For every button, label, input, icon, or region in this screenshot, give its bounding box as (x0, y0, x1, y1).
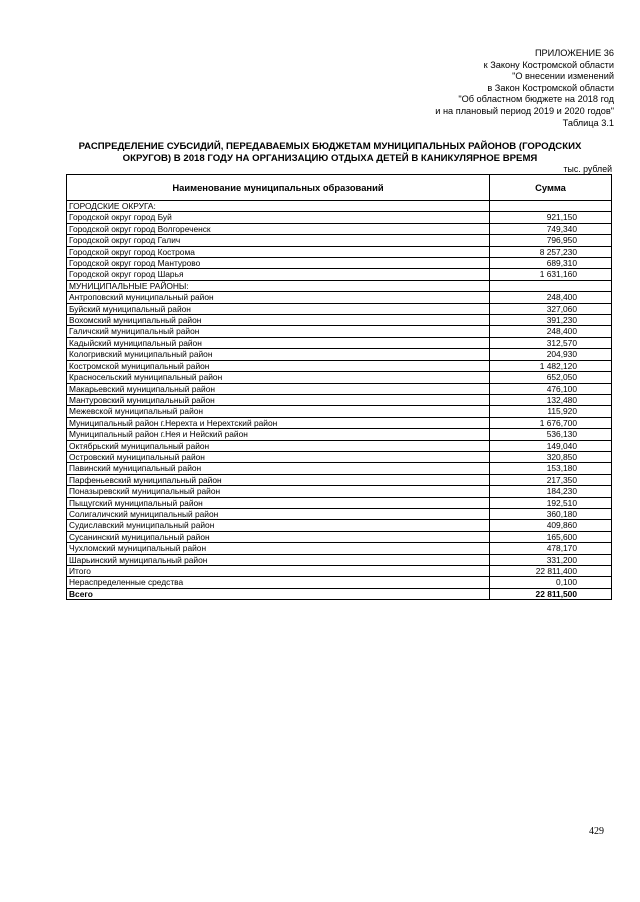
subsidy-amount: 0,100 (490, 577, 612, 588)
subsidy-amount: 22 811,400 (490, 566, 612, 577)
municipality-name: Городской округ город Кострома (67, 246, 490, 257)
subsidy-amount (490, 280, 612, 291)
municipality-name: Мантуровский муниципальный район (67, 394, 490, 405)
municipality-name: Чухломский муниципальный район (67, 543, 490, 554)
municipality-name: Пыщугский муниципальный район (67, 497, 490, 508)
law-reference: к Закону Костромской области (483, 59, 614, 70)
municipality-name: МУНИЦИПАЛЬНЫЕ РАЙОНЫ: (67, 280, 490, 291)
table-row (67, 258, 612, 269)
table-row (67, 337, 612, 348)
table-row (67, 508, 612, 519)
table-row (67, 554, 612, 565)
document-title (70, 141, 590, 164)
subsidy-amount: 165,600 (490, 531, 612, 542)
table-row (67, 417, 612, 428)
table-row (67, 543, 612, 554)
subsidy-amount: 149,040 (490, 440, 612, 451)
subsidy-amount: 153,180 (490, 463, 612, 474)
table-row (67, 588, 612, 599)
document-title-line-1: РАСПРЕДЕЛЕНИЕ СУБСИДИЙ, ПЕРЕДАВАЕМЫХ БЮДЖЕТАМ МУНИЦИПАЛЬНЫХ РАЙОНОВ (ГОРОДСКИХ (78, 141, 582, 152)
law-amendment-title: "О внесении изменений (512, 71, 614, 82)
municipality-name: Кологривский муниципальный район (67, 349, 490, 360)
table-row (67, 440, 612, 451)
table-row (67, 372, 612, 383)
table-row (67, 212, 612, 223)
municipality-name: Октябрьский муниципальный район (67, 440, 490, 451)
appendix-number: ПРИЛОЖЕНИЕ 36 (534, 48, 614, 58)
table-body (67, 201, 612, 600)
table-row (67, 326, 612, 337)
subsidy-amount: 1 631,160 (490, 269, 612, 280)
municipality-name: Межевской муниципальный район (67, 406, 490, 417)
table-row (67, 451, 612, 462)
municipality-name: Поназыревский муниципальный район (67, 486, 490, 497)
table-row (67, 280, 612, 291)
municipality-name: Парфеньевский муниципальный район (67, 474, 490, 485)
subsidy-amount: 248,400 (490, 326, 612, 337)
subsidy-amount: 391,230 (490, 315, 612, 326)
municipality-name: Буйский муниципальный район (67, 303, 490, 314)
municipality-name: Костромской муниципальный район (67, 360, 490, 371)
table-row (67, 360, 612, 371)
subsidy-amount: 184,230 (490, 486, 612, 497)
page-number: 429 (589, 826, 604, 837)
table-row (67, 269, 612, 280)
law-amendment-title-2: в Закон Костромской области (487, 82, 614, 93)
municipality-name: Городской округ город Буй (67, 212, 490, 223)
municipality-name: Городской округ город Шарья (67, 269, 490, 280)
subsidy-amount: 1 482,120 (490, 360, 612, 371)
subsidy-amount: 248,400 (490, 292, 612, 303)
subsidy-amount: 749,340 (490, 223, 612, 234)
municipality-name: Городской округ город Волгореченск (67, 223, 490, 234)
municipality-name: Антроповский муниципальный район (67, 292, 490, 303)
municipality-name: Всего (67, 588, 490, 599)
table-row (67, 223, 612, 234)
budget-law-title: "Об областном бюджете на 2018 год (458, 94, 614, 105)
table-row (67, 292, 612, 303)
table-row (67, 201, 612, 212)
table-row (67, 577, 612, 588)
table-row (67, 463, 612, 474)
table-row (67, 486, 612, 497)
municipality-name: Макарьевский муниципальный район (67, 383, 490, 394)
municipality-name: Муниципальный район г.Нея и Нейский район (67, 429, 490, 440)
subsidy-amount: 320,850 (490, 451, 612, 462)
table-row (67, 315, 612, 326)
municipality-name: ГОРОДСКИЕ ОКРУГА: (67, 201, 490, 212)
subsidy-amount: 796,950 (490, 235, 612, 246)
subsidy-amount: 360,180 (490, 508, 612, 519)
subsidy-amount: 204,930 (490, 349, 612, 360)
municipality-name: Галичский муниципальный район (67, 326, 490, 337)
subsidy-amount: 1 676,700 (490, 417, 612, 428)
document-title-line-2: ОКРУГОВ) В 2018 ГОДУ НА ОРГАНИЗАЦИЮ ОТДЫХА ДЕТЕЙ В КАНИКУЛЯРНОЕ ВРЕМЯ (122, 152, 538, 164)
table-row (67, 429, 612, 440)
subsidy-amount: 132,480 (490, 394, 612, 405)
table-row (67, 394, 612, 405)
municipality-name: Нераспределенные средства (67, 577, 490, 588)
table-row (67, 406, 612, 417)
subsidy-amount: 8 257,230 (490, 246, 612, 257)
municipality-name: Островский муниципальный район (67, 451, 490, 462)
column-header-sum: Сумма (490, 175, 612, 201)
municipality-name: Сусанинский муниципальный район (67, 531, 490, 542)
subsidy-amount: 327,060 (490, 303, 612, 314)
planning-period: и на плановый период 2019 и 2020 годов" (435, 105, 614, 116)
table-header-row (67, 175, 612, 201)
municipality-name: Солигаличский муниципальный район (67, 508, 490, 519)
table-row (67, 235, 612, 246)
subsidy-amount: 478,170 (490, 543, 612, 554)
municipality-name: Городской округ город Галич (67, 235, 490, 246)
subsidy-amount: 115,920 (490, 406, 612, 417)
subsidy-amount: 331,200 (490, 554, 612, 565)
table-row (67, 520, 612, 531)
column-header-name: Наименование муниципальных образований (67, 175, 490, 201)
table-row (67, 349, 612, 360)
municipality-name: Шарьинский муниципальный район (67, 554, 490, 565)
table-number: Таблица 3.1 (562, 117, 614, 128)
subsidy-amount: 409,860 (490, 520, 612, 531)
table-row (67, 566, 612, 577)
subsidy-amount: 217,350 (490, 474, 612, 485)
subsidy-table (66, 174, 612, 600)
municipality-name: Павинский муниципальный район (67, 463, 490, 474)
subsidy-amount: 689,310 (490, 258, 612, 269)
subsidy-amount (490, 201, 612, 212)
table-row (67, 497, 612, 508)
subsidy-amount: 476,100 (490, 383, 612, 394)
municipality-name: Муниципальный район г.Нерехта и Нерехтский район (67, 417, 490, 428)
subsidy-amount: 921,150 (490, 212, 612, 223)
municipality-name: Итого (67, 566, 490, 577)
subsidy-amount: 312,570 (490, 337, 612, 348)
table-row (67, 531, 612, 542)
table-row (67, 474, 612, 485)
subsidy-amount: 192,510 (490, 497, 612, 508)
municipality-name: Городской округ город Мантурово (67, 258, 490, 269)
table-row (67, 383, 612, 394)
subsidy-amount: 22 811,500 (490, 588, 612, 599)
subsidy-amount: 652,050 (490, 372, 612, 383)
subsidy-amount: 536,130 (490, 429, 612, 440)
table-row (67, 303, 612, 314)
municipality-name: Красносельский муниципальный район (67, 372, 490, 383)
municipality-name: Вохомский муниципальный район (67, 315, 490, 326)
units-label: тыс. рублей (563, 164, 612, 174)
table-row (67, 246, 612, 257)
municipality-name: Кадыйский муниципальный район (67, 337, 490, 348)
appendix-header (435, 48, 614, 129)
municipality-name: Судиславский муниципальный район (67, 520, 490, 531)
